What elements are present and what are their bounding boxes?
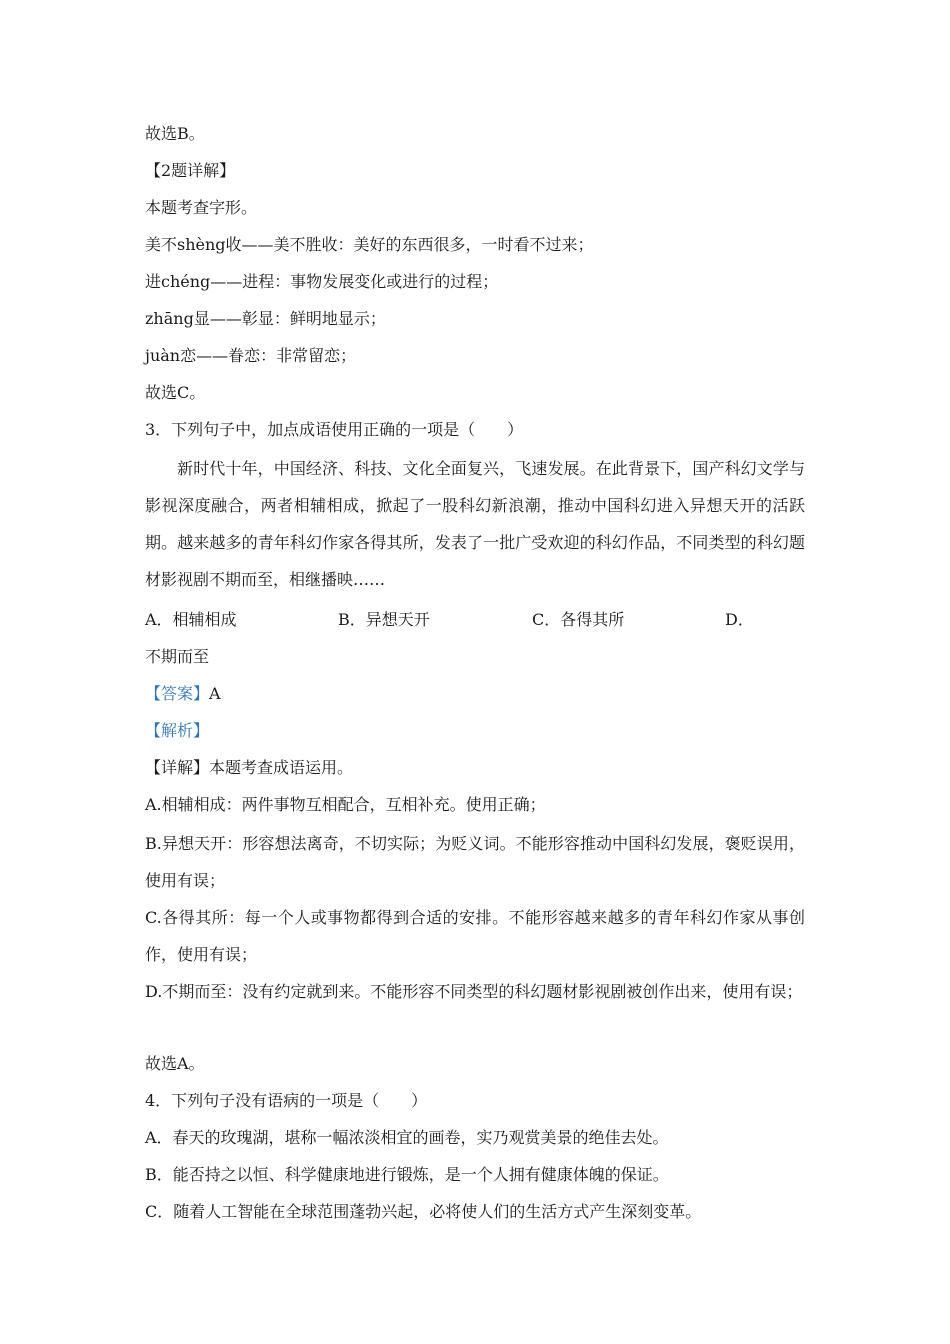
q1-conclusion: 故选B。 [145,124,205,143]
q3-explanation-c: C.各得其所：每一个人或事物都得到合适的安排。不能形容越来越多的青年科幻作家从事创作，使用有误； [145,908,805,964]
q3-explanation-b: B.异想天开：形容想法离奇，不切实际；为贬义词。不能形容推动中国科幻发展，褒贬误用，使用有误； [145,834,805,890]
q3-option-d-wrap: 不期而至 [145,647,210,666]
q4-option-b: B．能否持之以恒、科学健康地进行锻炼，是一个人拥有健康体魄的保证。 [145,1165,669,1184]
q3-stem: 3．下列句子中，加点成语使用正确的一项是（ ） [145,420,524,439]
q3-analysis-label: 【解析】 [145,721,210,740]
q2-detail-heading: 【2题详解】 [145,161,236,180]
q3-passage [145,450,805,598]
q3-explanation-a: A.相辅相成：两件事物互相配合，互相补充。使用正确； [145,795,546,814]
q3-option-a: A．相辅相成 [145,610,237,629]
q2-item: 美不shèng收——美不胜收：美好的东西很多，一时看不过来； [145,235,594,254]
q4-stem: 4．下列句子没有语病的一项是（ ） [145,1091,428,1110]
q3-detail: 【详解】本题考查成语运用。 [145,758,354,777]
q2-conclusion: 故选C。 [145,383,206,402]
q2-item: 进chéng——进程：事物发展变化或进行的过程； [145,272,499,291]
q3-explanation-d: D.不期而至：没有约定就到来。不能形容不同类型的科幻题材影视剧被创作出来，使用有误； [145,982,803,1001]
q2-item: juàn恋——眷恋：非常留恋； [145,346,357,365]
q3-option-b: B．异想天开 [338,610,430,629]
q2-item: zhāng显——彰显：鲜明地显示； [145,309,386,328]
answer-label: 【答案】 [145,684,210,703]
q3-option-d: D． [725,610,754,629]
q3-conclusion: 故选A。 [145,1054,205,1073]
q4-option-c: C．随着人工智能在全球范围蓬勃兴起，必将使人们的生活方式产生深刻变革。 [145,1202,702,1221]
q4-option-a: A．春天的玫瑰湖，堪称一幅浓淡相宜的画卷，实乃观赏美景的绝佳去处。 [145,1128,669,1147]
q3-passage-text: 新时代十年，中国经济、科技、文化全面复兴，飞速发展。在此背景下，国产科幻文学与影视深度融合，两者相辅相成，掀起了一股科幻新浪潮，推动中国科幻进入异想天开的活跃期。越来越多的青年科幻作家各得其所，发表了一批广受欢迎的科幻作品，不同类型的科幻题材影视剧不期而至，相继播映…… [145,459,805,589]
q3-option-c: C．各得其所 [532,610,625,629]
answer-value: A [209,684,221,703]
q2-intro: 本题考查字形。 [145,198,258,217]
q3-answer [145,684,221,704]
